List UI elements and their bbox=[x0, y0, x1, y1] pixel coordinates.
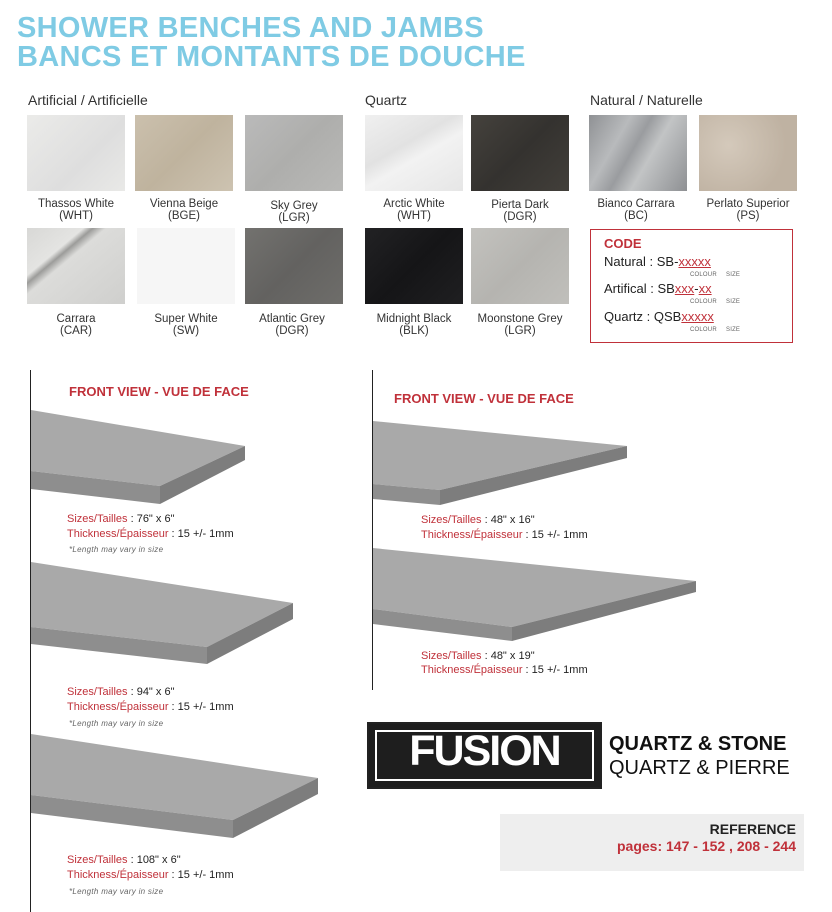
bench-76x6-note: *Length may vary in size bbox=[69, 545, 164, 554]
swatch-label: Moonstone Grey (LGR) bbox=[477, 313, 563, 337]
swatch-label: Perlato Superior (PS) bbox=[706, 198, 790, 222]
bench-76x6-thickness: Thickness/Épaisseur : 15 +/- 1mm bbox=[67, 528, 234, 540]
category-natural: Natural / Naturelle bbox=[590, 92, 703, 108]
brand-tagline-en: QUARTZ & STONE bbox=[609, 733, 787, 755]
code-natural-size: SIZE bbox=[726, 272, 741, 278]
bench-108x6-thickness: Thickness/Épaisseur : 15 +/- 1mm bbox=[67, 869, 234, 881]
code-quartz-size: SIZE bbox=[726, 327, 741, 333]
reference-pages: pages: 147 - 152 , 208 - 244 bbox=[617, 838, 796, 854]
code-title: CODE bbox=[604, 236, 642, 251]
swatch-label: Midnight Black (BLK) bbox=[376, 313, 452, 337]
bench-76x6-size: Sizes/Tailles : 76" x 6" bbox=[67, 513, 175, 525]
bench-48x19-size: Sizes/Tailles : 48" x 19" bbox=[421, 650, 535, 662]
front-view-label-left: FRONT VIEW - VUE DE FACE bbox=[69, 384, 249, 399]
swatch-label: Pierta Dark (DGR) bbox=[491, 199, 549, 223]
reference-title: REFERENCE bbox=[709, 821, 796, 837]
page-title-fr: BANCS ET MONTANTS DE DOUCHE bbox=[17, 41, 526, 73]
code-quartz: Quartz : QSBxxxxx bbox=[604, 309, 714, 324]
category-artificial: Artificial / Artificielle bbox=[28, 92, 148, 108]
category-quartz: Quartz bbox=[365, 92, 408, 108]
code-artificial: Artifical : SBxxx-xx bbox=[604, 281, 712, 296]
swatch-label: Thassos White (WHT) bbox=[37, 198, 115, 222]
fusion-logo bbox=[367, 722, 602, 789]
swatch-label: Super White (SW) bbox=[154, 313, 218, 337]
code-artificial-colour: COLOUR bbox=[690, 299, 717, 305]
bench-94x6-size: Sizes/Tailles : 94" x 6" bbox=[67, 686, 175, 698]
bench-108x6-size: Sizes/Tailles : 108" x 6" bbox=[67, 854, 181, 866]
bench-76x6-image bbox=[31, 410, 245, 504]
bench-108x6-note: *Length may vary in size bbox=[69, 887, 164, 896]
swatch-label: Sky Grey (LGR) bbox=[270, 200, 318, 224]
code-artificial-size: SIZE bbox=[726, 299, 741, 305]
bench-48x16-size: Sizes/Tailles : 48" x 16" bbox=[421, 514, 535, 526]
swatch-label: Atlantic Grey (DGR) bbox=[259, 313, 325, 337]
bench-108x6-image bbox=[31, 734, 318, 838]
swatch-label: Arctic White (WHT) bbox=[383, 198, 445, 222]
swatch-label: Bianco Carrara (BC) bbox=[597, 198, 675, 222]
bench-94x6-note: *Length may vary in size bbox=[69, 719, 164, 728]
brand-tagline-fr: QUARTZ & PIERRE bbox=[609, 757, 790, 779]
swatch-label: Carrara (CAR) bbox=[56, 313, 96, 337]
bench-94x6-thickness: Thickness/Épaisseur : 15 +/- 1mm bbox=[67, 701, 234, 713]
fusion-logo-text: FUSION bbox=[409, 727, 560, 775]
bench-48x19-image bbox=[373, 548, 696, 641]
page-title-en: SHOWER BENCHES AND JAMBS bbox=[17, 12, 484, 44]
bench-48x16-image bbox=[373, 421, 627, 505]
bench-48x16-thickness: Thickness/Épaisseur : 15 +/- 1mm bbox=[421, 529, 588, 541]
swatch-label: Vienna Beige (BGE) bbox=[149, 198, 219, 222]
bench-48x19-thickness: Thickness/Épaisseur : 15 +/- 1mm bbox=[421, 664, 588, 676]
front-view-label-right: FRONT VIEW - VUE DE FACE bbox=[394, 391, 574, 406]
code-natural: Natural : SB-xxxxx bbox=[604, 254, 711, 269]
code-natural-colour: COLOUR bbox=[690, 272, 717, 278]
code-quartz-colour: COLOUR bbox=[690, 327, 717, 333]
bench-94x6-image bbox=[31, 562, 293, 664]
